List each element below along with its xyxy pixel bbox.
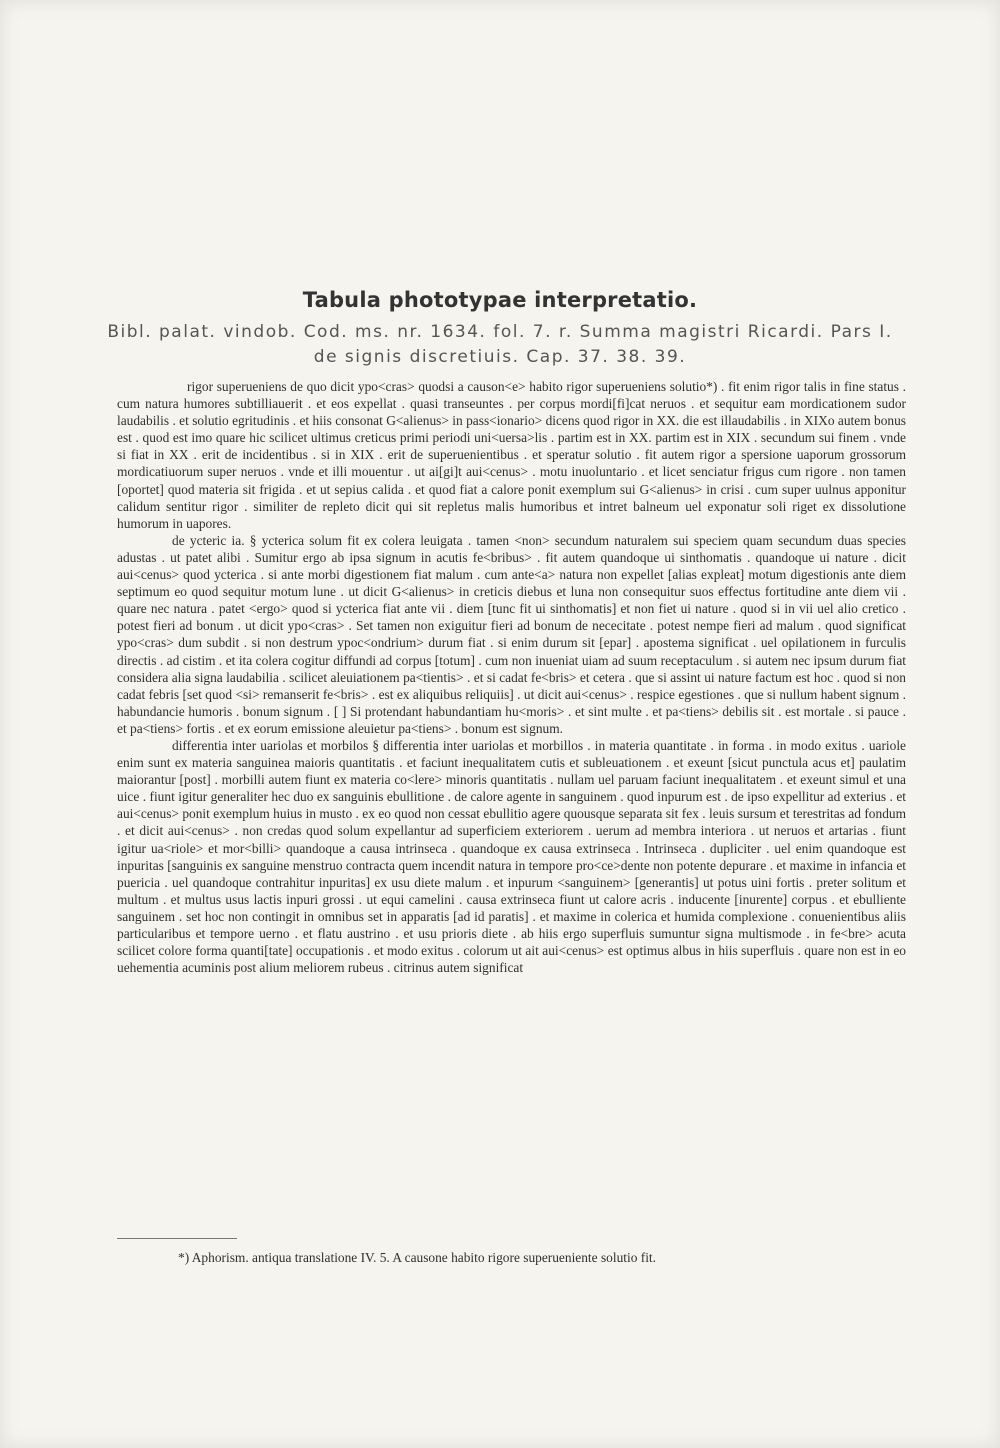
subtitle-line-1: Bibl. palat. vindob. Cod. ms. nr. 1634. fol. 7. r. Summa magistri Ricardi. Pars I. xyxy=(107,322,893,342)
page-title: Tabula phototypae interpretatio. xyxy=(302,288,698,312)
page-subtitle xyxy=(100,320,900,370)
footnote: *) Aphorism. antiqua translatione IV. 5. A causone habito rigore superueniente solutio fit. xyxy=(178,1250,656,1265)
footnote-divider xyxy=(117,1238,237,1239)
paragraph-rigor: rigor superueniens de quo dicit ypo<cras> quodsi a causon<e> habito rigor superueniens solutio*) . fit enim rigor talis in fine status . cum natura humores subtilliauerit . et eos expellat . quasi transeuntes . per corpus mordi[fi]cat neruos . et sequitur eam mordicationem sudor laudabilis . et solutio egritudinis . et hiis consonat G<alienus> in pass<ionario> dicens quod rigor in XX. die est illaudabilis . in XIXo autem bonus est . quod est imo quare hic scilicet ultimus creticus primi periodi uni<uersa>lis . partim est in XX. partim est in XIX . secundum sui finem . vnde si fiat in XX . erit de incidentibus . si in XIX . erit de superuenientibus . et speratur solutio . fit autem rigor a spersione uaporum grossorum mordicatiuorum super neruos . vnde et illi mouentur . ut ai[gi]t aui<cenus> . motu inuoluntario . et licet senciatur frigus cum rigore . non tamen [oportet] quod materia sit frigida . et ut sepius calida . et quod fiat a calore ponit exemplum sui G<alienus> in crisi . cum super uulnus apponitur calidum sentitur rigor . similiter de repleto dicit qui sit repletus malis humoribus et intret balneum uel exponatur soli riget ex dissolutione humorum in uapores. xyxy=(117,379,906,531)
transcription-body xyxy=(117,378,906,976)
paragraph-ycterica: de ycteric ia. § ycterica solum fit ex colera leuigata . tamen <non> secundum naturalem sui speciem quam secundum duas species adustas . ut patet alibi . Sumitur ergo ab ipsa signum in acutis fe<bribus> . fit autem quandoque ui sinthomatis . quandoque ui nature . dicit aui<cenus> quod ycterica . si ante morbi digestionem fiat malum . cum ante<a> natura non expellet [alias expleat] motum digestionis ante diem septimum eo quod sequitur motum lune . ut dicit G<alienus> in creticis diebus et luna non consequitur suos effectus fortitudine ante diem vii . quare nec natura . patet <ergo> quod si ycterica fiat ante vii . diem [tunc fit ui sinthomatis] et non fiet ui nature . quod si in vii uel alio cretico . potest fieri ad bonum . ut dicit ypo<cras> . Set tamen non exiguitur fieri ad bonum de nececitate . potest nempe fieri ad malum . quod significat ypo<cras> dum subdit . si non destrum ypoc<ondrium> durum fiat . si enim durum sit [epar] . apostema significat . uel opilationem in furculis directis . ad cistim . et ita colera cogitur diffundi ad corpus [totum] . cum non inueniat uiam ad suum receptaculum . si autem nec ipsum durum fiat considera alia signa laudabilia . scilicet aleuiationem pa<tientis> . et si cadat fe<bris> et cetera . que si assint ui nature factum est hoc . quod si non cadat febris [set quod <si> remanserit fe<bris> . est ex aliquibus reliquiis] . ut dicit aui<cenus> . respice egestiones . que si nullum habent signum . habundancie humoris . bonum signum . [ ] Si protendant habundantiam hu<moris> . et sint multe . et pa<tiens> debilis sit . est mortale . si pauce . et pa<tiens> fortis . et ex eorum emissione aleuietur pa<tiens> . bonum est signum. xyxy=(117,532,906,736)
paragraph-uariole-morbilli: differentia inter uariolas et morbilos § differentia inter uariolas et morbillos . in materia quantitate . in forma . in modo exitus . uariole enim sunt ex materia sanguinea maioris quantitatis . et faciunt inequalitatem cutis et subleuationem . et exeunt [sicut punctula acus et] paulatim maiorantur [post] . morbilli autem fiunt ex materia co<lere> minoris quantitatis . nullam uel paruam faciunt inequalitatem . et exeunt simul et una uice . fiunt igitur generaliter hec duo ex sanguinis ebullitione . de calore agente in sanguinem . quod inpurum est . de ipso expellitur ad exterius . et aui<cenus> ponit exemplum huius in musto . ex eo quod non cessat ebullitio agere quousque separata sit fex . leuis sursum et terestritas ad fondum . et dicit aui<cenus> . non credas quod solum expellantur ad superficiem exteriorem . uerum ad membra interiora . ut neruos et artarias . fiunt igitur ua<riole> et mor<billi> quandoque a causa intrinseca . quandoque ex causa extrinseca . Intrinseca . dupliciter . uel enim quandoque est inpuritas [sanguinis ex sanguine menstruo contracta quem incendit natura in tempore pro<ce>dente non potente depurare . et maxime in infancia et puericia . uel quandoque contrahitur inpuritas] ex usu diete malum . et inpurum <sanguinem> [generantis] ut potus uini fortis . preter solitum et multum . et multus usus lactis inpuri grossi . ut equi camelini . causa extrinseca fiunt ut calore acris . inducente [inurente] corpus . et ebulliente sanguinem . set hoc non contingit in omnibus set in apparatis [ad id paratis] . et maxime in colerica et humida complexione . conuenientibus aliis particularibus et tempore uerno . et flatu austrino . et usu prioris diete . ab hiis ergo superfluis sumuntur signa multismode . in fe<bre> acuta scilicet colore forma quanti[tate] occupationis . et modo exitus . colorum ut ait aui<cenus> est optimus albus in hiis superfluis . quare non est in eo uehementia acuminis post alium meliorem rubeus . citrinus autem significat xyxy=(117,737,906,976)
subtitle-line-2: de signis discretiuis. Cap. 37. 38. 39. xyxy=(313,347,687,367)
